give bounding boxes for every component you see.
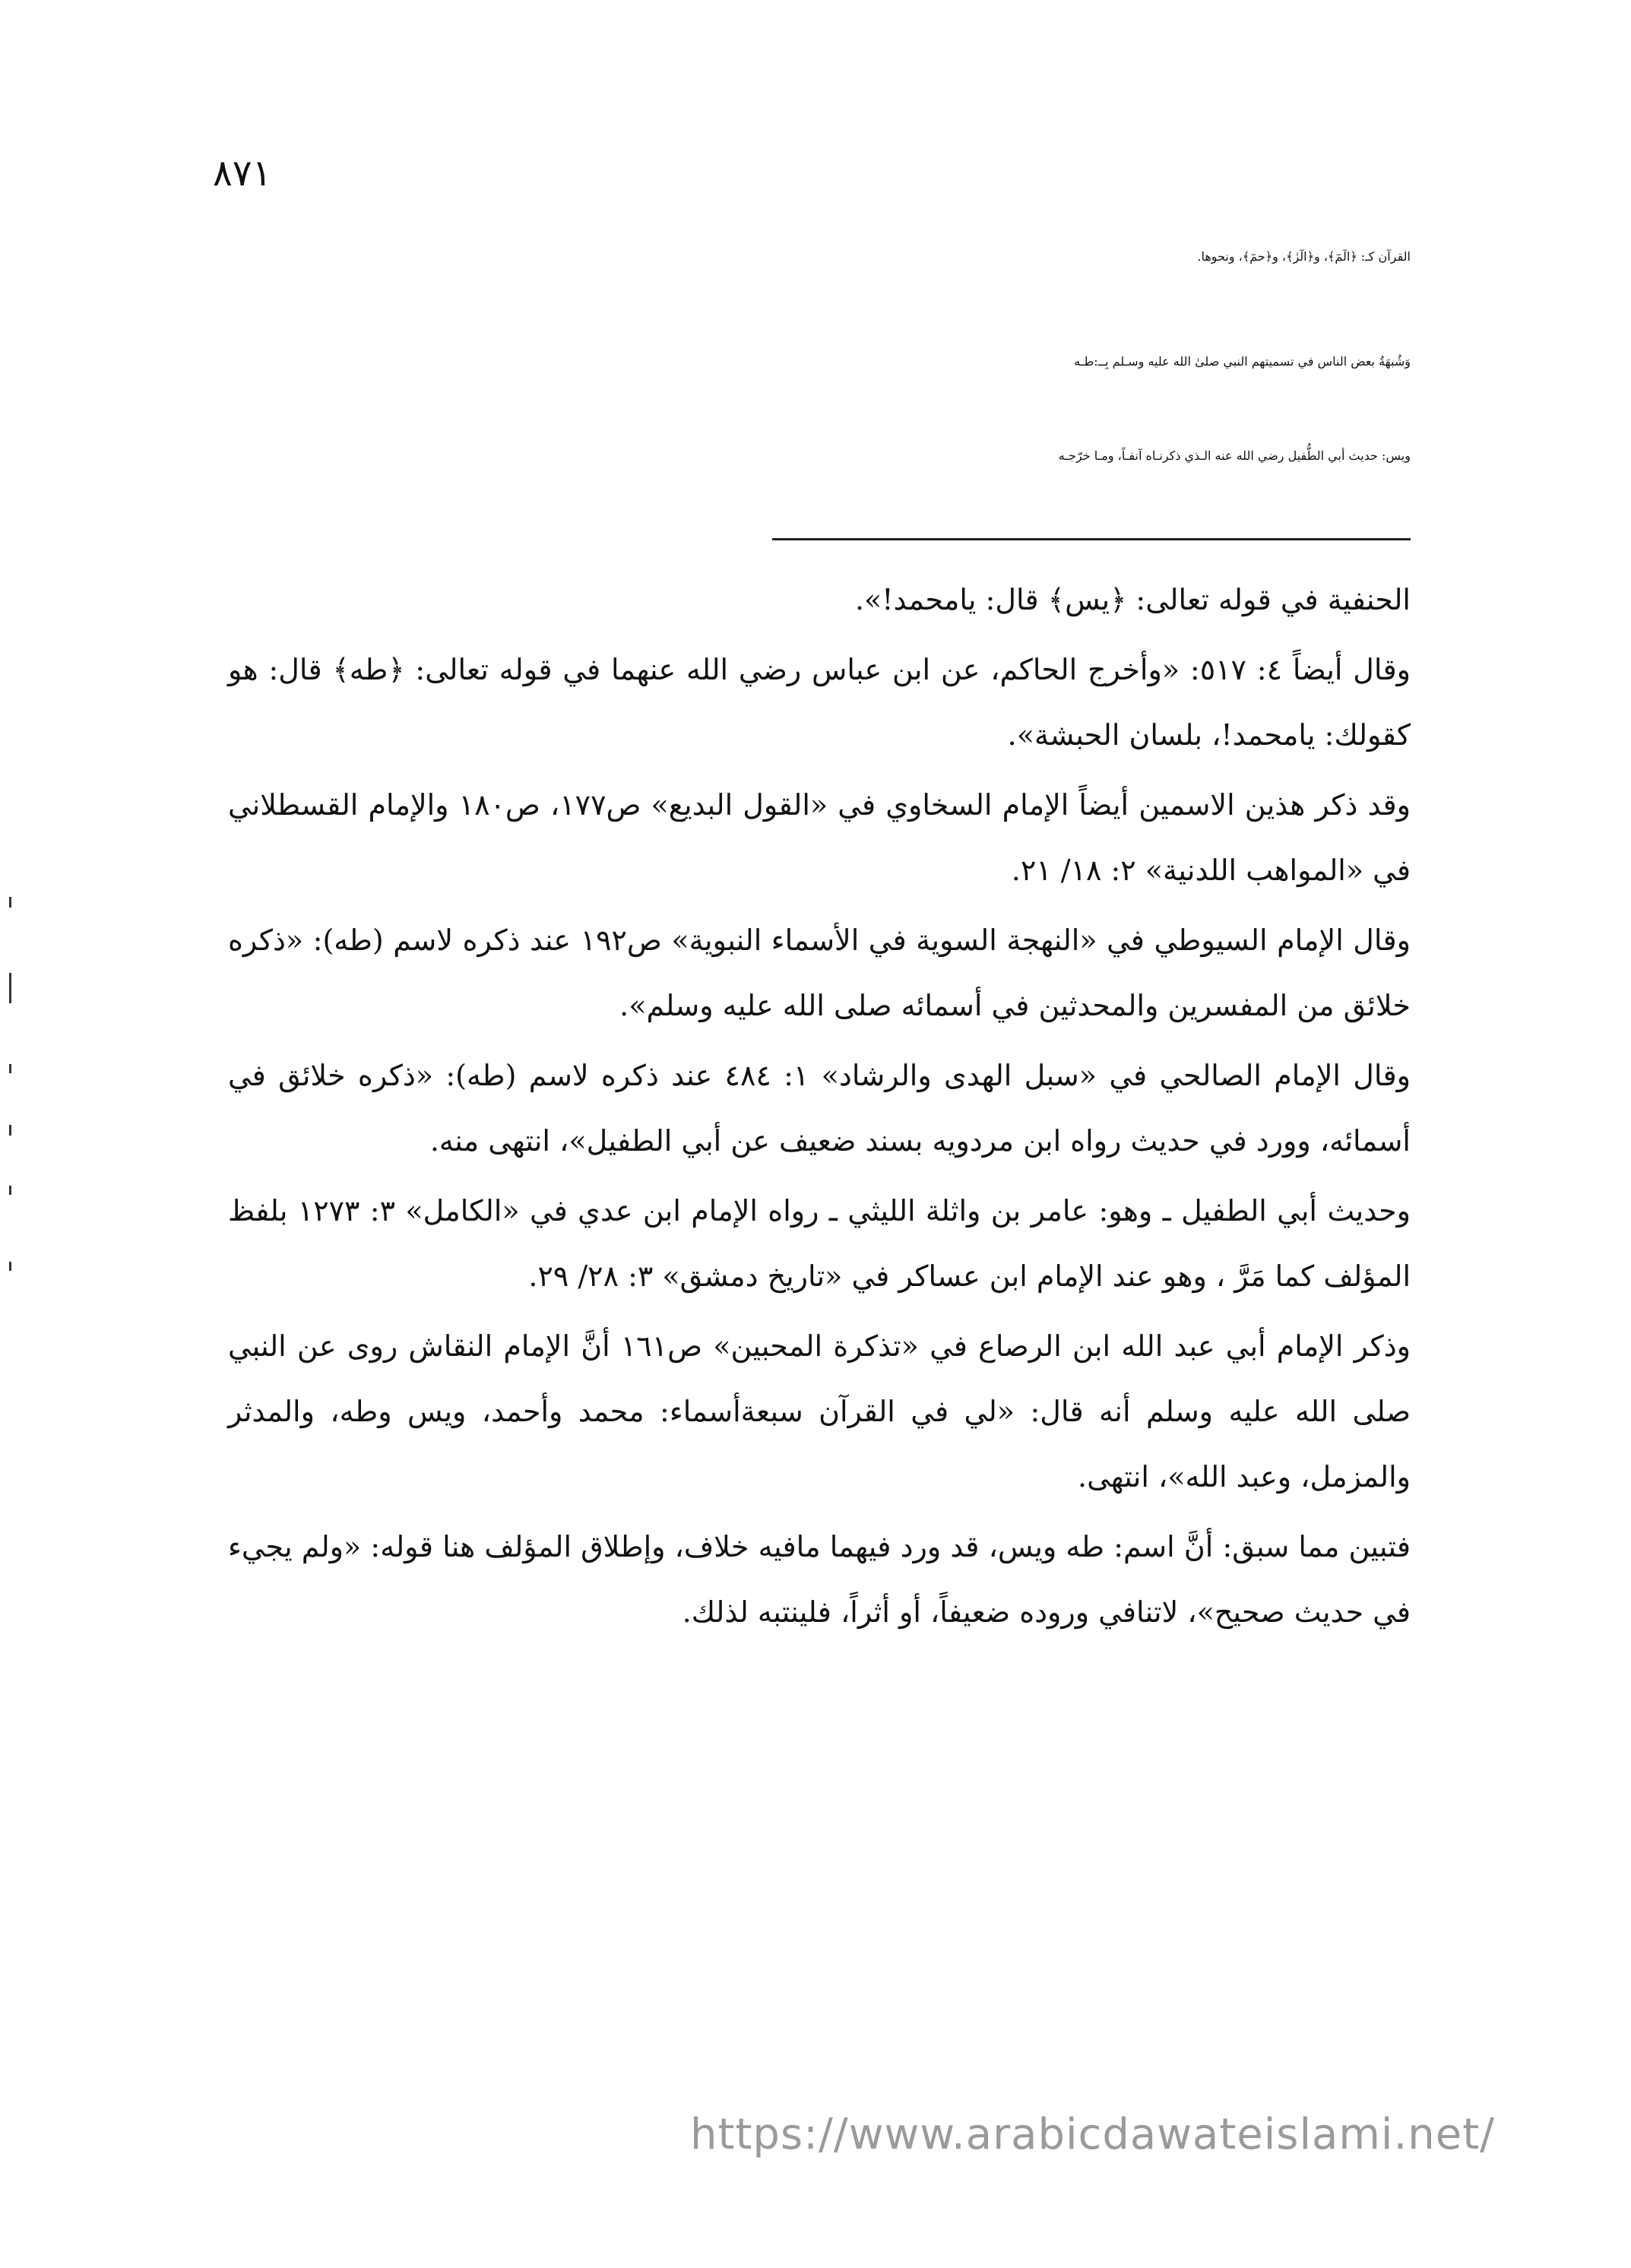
footnote-paragraph: وقال الإمام السيوطي في «النهجة السوية في الأسماء النبوية» ص١٩٢ عند ذكره لاسم (طه): «ذكره خلائق من المفسرين والمحدثين في أسمائه صلى الله عليه وسلم». bbox=[228, 923, 1411, 1022]
footnote-paragraph: وقد ذكر هذين الاسمين أيضاً الإمام السخاوي في «القول البديع» ص١٧٧، ص١٨٠ والإمام القسطلاني في «المواهب اللدنية» ٢: ١٨/ ٢١. bbox=[228, 788, 1411, 887]
main-text-line-3: ويس: حديث أبي الطُّفيل رضي الله عنه الـذي ذكرنـاه آنفـاً، ومـا خرّجـه bbox=[1058, 448, 1411, 463]
scan-margin-marks bbox=[0, 836, 30, 1368]
footnote-paragraph: الحنفية في قوله تعالى: ﴿يس﴾ قال: يامحمد!». bbox=[854, 583, 1411, 616]
footnote-paragraph: وقال أيضاً ٤: ٥١٧: «وأخرج الحاكم، عن ابن عباس رضي الله عنهما في قوله تعالى: ﴿طه﴾ قال: هو كقولك: يامحمد!، بلسان الحبشة». bbox=[228, 653, 1411, 752]
footnote-paragraph: وحديث أبي الطفيل ـ وهو: عامر بن واثلة الليثي ـ رواه الإمام ابن عدي في «الكامل» ٣: ١٢٧٣ بلفظ المؤلف كما مَرَّ ، وهو عند الإمام ابن عساكر في «تاريخ دمشق» ٣: ٢٨/ ٢٩. bbox=[228, 1194, 1411, 1293]
website-watermark: https://www.arabicdawateislami.net/ bbox=[690, 2110, 1496, 2159]
footnote-paragraph: فتبين مما سبق: أنَّ اسم: طه ويس، قد ورد فيهما مافيه خلاف، وإطلاق المؤلف هنا قوله: «ولم يجيء في حديث صحيح»، لاتنافي وروده ضعيفاً، أو أثراً، فلينتبه لذلك. bbox=[228, 1530, 1411, 1629]
footnotes-section bbox=[228, 567, 1411, 1645]
footnote-paragraph: وقال الإمام الصالحي في «سبل الهدى والرشاد» ١: ٤٨٤ عند ذكره لاسم (طه): «ذكره خلائق في أسمائه، وورد في حديث رواه ابن مردويه بسند ضعيف عن أبي الطفيل»، انتهى منه. bbox=[228, 1059, 1411, 1158]
page-number: ٨٧١ bbox=[213, 152, 272, 195]
footnote-paragraph: وذكر الإمام أبي عبد الله ابن الرصاع في «تذكرة المحبين» ص١٦١ أنَّ الإمام النقاش روى عن النبي صلى الله عليه وسلم أنه قال: «لي في القرآن سبعةأسماء: محمد وأحمد، ويس وطه، والمدثر والمزمل، وعبد الله»، انتهى. bbox=[228, 1329, 1411, 1494]
main-text-line-1: القرآن كـ: ﴿الٓمٓ﴾، و﴿الٓرٰ﴾، و﴿حمٓ﴾، ونحوها. bbox=[1197, 249, 1411, 264]
main-text-line-2: وَشُبهَةُ بعض الناس في تسميتهم النبي صلىٰ الله عليه وسـلم بِــ:طـه bbox=[1074, 354, 1411, 369]
footnote-separator bbox=[772, 538, 1411, 540]
